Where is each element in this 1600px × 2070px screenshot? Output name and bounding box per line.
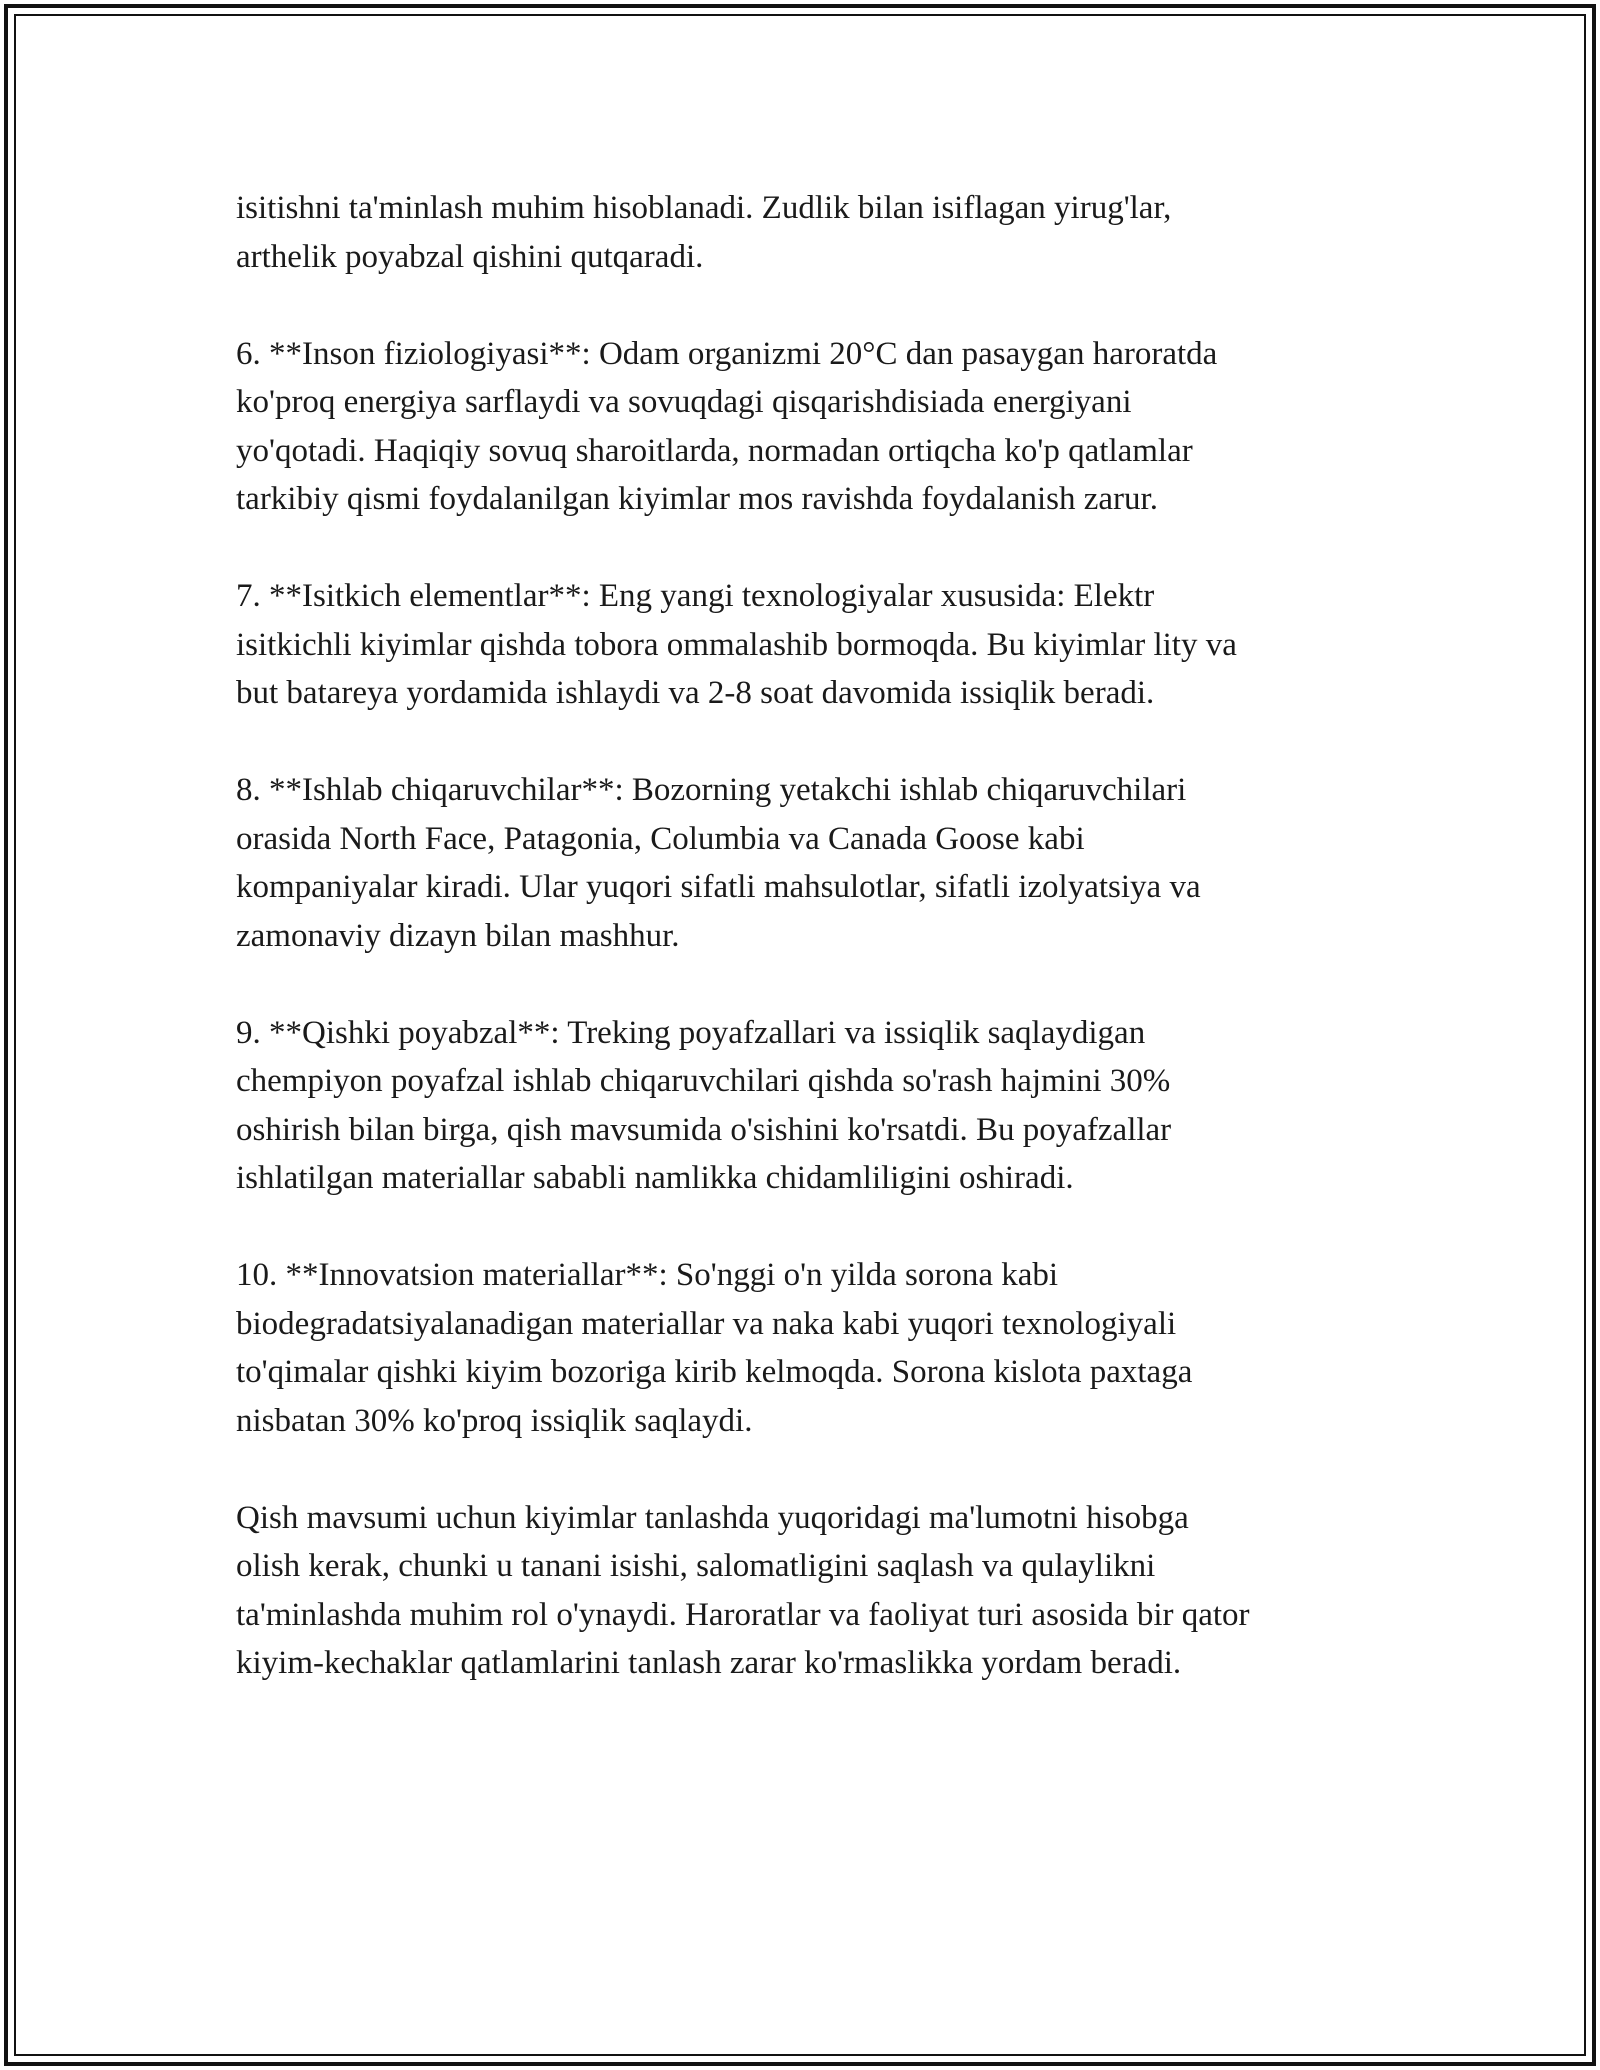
- text-line: biodegradatsiyalanadigan materiallar va naka kabi yuqori texnologiyali: [236, 1305, 1177, 1342]
- text-line: 9. **Qishki poyabzal**: Treking poyafzallari va issiqlik saqlaydigan: [236, 1014, 1146, 1051]
- text-line: ishlatilgan materiallar sababli namlikka chidamliligini oshiradi.: [236, 1160, 1074, 1196]
- text-line: yo'qotadi. Haqiqiy sovuq sharoitlarda, normadan ortiqcha ko'p qatlamlar: [236, 432, 1193, 469]
- document-body: [236, 184, 1376, 1688]
- text-line: isitishni ta'minlash muhim hisoblanadi. Zudlik bilan isiflagan yirug'lar,: [236, 190, 1172, 226]
- text-line: 7. **Isitkich elementlar**: Eng yangi texnologiyalar xususida: Elektr: [236, 578, 1155, 614]
- text-line: nisbatan 30% ko'proq issiqlik saqlaydi.: [236, 1402, 753, 1439]
- text-line: zamonaviy dizayn bilan mashhur.: [236, 917, 680, 954]
- text-line: 8. **Ishlab chiqaruvchilar**: Bozorning yetakchi ishlab chiqaruvchilari: [236, 772, 1187, 808]
- paragraph-item-6: [236, 330, 1376, 524]
- text-line: orasida North Face, Patagonia, Columbia va Canada Goose kabi: [236, 820, 1085, 857]
- text-line: arthelik poyabzal qishini qutqaradi.: [236, 238, 704, 275]
- text-line: 10. **Innovatsion materiallar**: So'nggi o'n yilda sorona kabi: [236, 1257, 1059, 1293]
- text-line: chempiyon poyafzal ishlab chiqaruvchilari qishda so'rash hajmini 30%: [236, 1063, 1171, 1099]
- text-line: oshirish bilan birga, qish mavsumida o'sishini ko'rsatdi. Bu poyafzallar: [236, 1111, 1172, 1148]
- paragraph-item-10: [236, 1251, 1376, 1445]
- text-line: ta'minlashda muhim rol o'ynaydi. Haroratlar va faoliyat turi asosida bir qator: [236, 1596, 1250, 1633]
- paragraph-intro-continuation: [236, 184, 1376, 281]
- text-line: Qish mavsumi uchun kiyimlar tanlashda yuqoridagi ma'lumotni hisobga: [236, 1499, 1189, 1536]
- paragraph-item-9: [236, 1009, 1376, 1203]
- text-line: but batareya yordamida ishlaydi va 2-8 soat davomida issiqlik beradi.: [236, 675, 1155, 711]
- text-line: isitkichli kiyimlar qishda tobora ommalashib bormoqda. Bu kiyimlar lity va: [236, 626, 1237, 663]
- text-line: 6. **Inson fiziologiyasi**: Odam organizmi 20°C dan pasaygan haroratda: [236, 335, 1218, 372]
- text-line: tarkibiy qismi foydalanilgan kiyimlar mos ravishda foydalanish zarur.: [236, 481, 1158, 517]
- paragraph-item-7: [236, 572, 1376, 718]
- text-line: olish kerak, chunki u tanani isishi, salomatligini saqlash va qulaylikni: [236, 1548, 1156, 1584]
- paragraph-conclusion: [236, 1494, 1376, 1688]
- paragraph-item-8: [236, 766, 1376, 960]
- text-line: kompaniyalar kiradi. Ular yuqori sifatli mahsulotlar, sifatli izolyatsiya va: [236, 869, 1201, 905]
- text-line: to'qimalar qishki kiyim bozoriga kirib kelmoqda. Sorona kislota paxtaga: [236, 1354, 1193, 1390]
- text-line: ko'proq energiya sarflaydi va sovuqdagi qisqarishdisiada energiyani: [236, 384, 1132, 420]
- text-line: kiyim-kechaklar qatlamlarini tanlash zarar ko'rmaslikka yordam beradi.: [236, 1645, 1182, 1681]
